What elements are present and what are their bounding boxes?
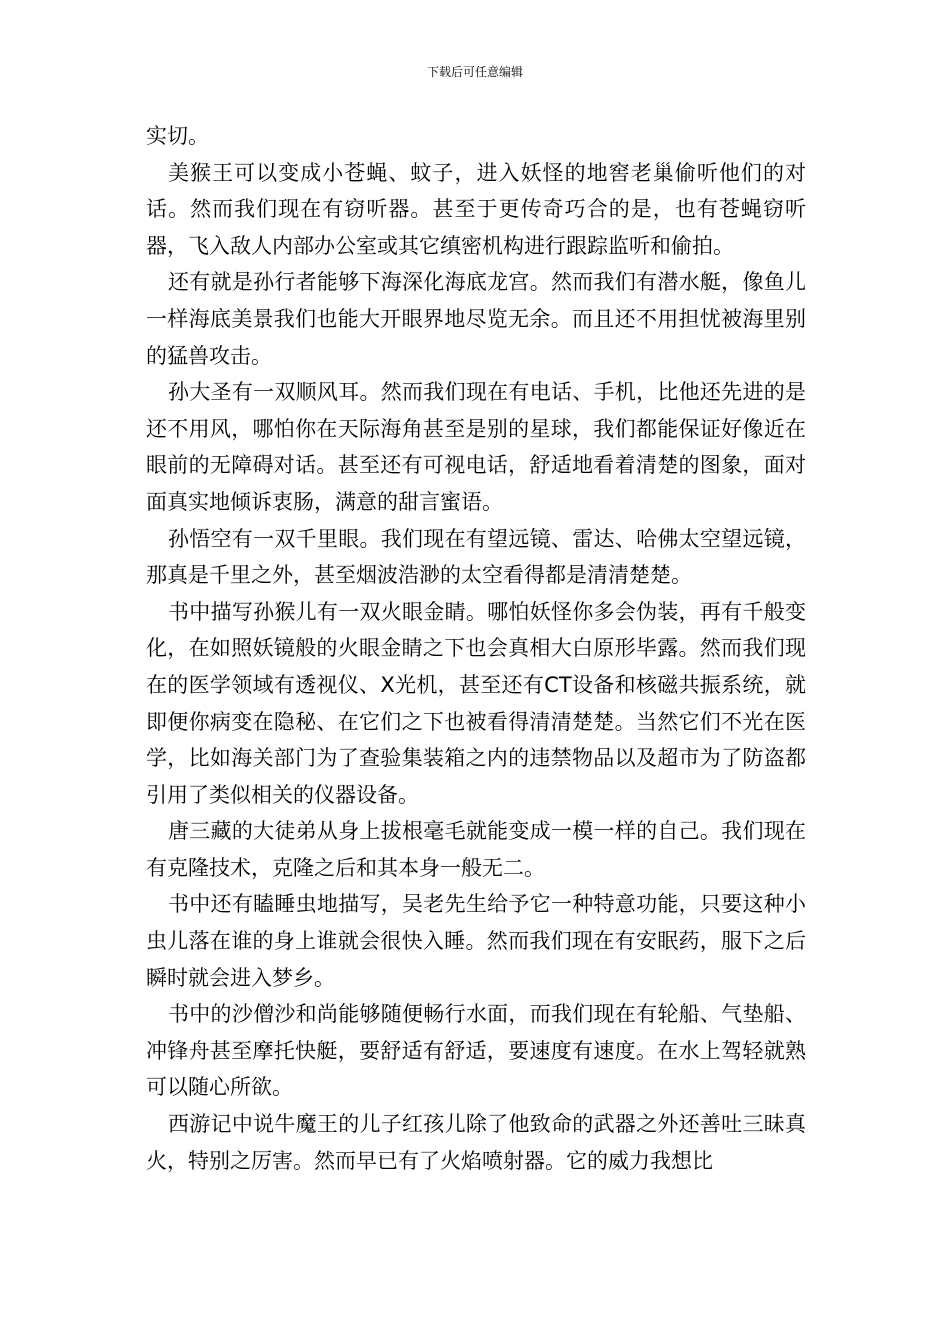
paragraph-9: 书中的沙僧沙和尚能够随便畅行水面，而我们现在有轮船、气垫船、冲锋舟甚至摩托快艇，要舒适有舒适，要速度有速度。在水上驾轻就熟可以随心所欲。 (146, 1002, 806, 1100)
paragraph-3: 还有就是孙行者能够下海深化海底龙宫。然而我们有潜水艇，像鱼儿一样海底美景我们也能大开眼界地尽览无余。而且还不用担忧被海里别的猛兽攻击。 (146, 270, 806, 368)
paragraph-1: 实切。 (146, 124, 209, 148)
body-text (146, 118, 806, 1179)
paragraph-8: 书中还有瞌睡虫地描写，吴老先生给予它一种特意功能，只要这种小虫儿落在谁的身上谁就会很快入睡。然而我们现在有安眠药，服下之后瞬时就会进入梦乡。 (146, 892, 806, 990)
page-header: 下载后可任意编辑 (426, 65, 523, 79)
paragraph-6: 书中描写孙猴儿有一双火眼金睛。哪怕妖怪你多会伪装，再有千般变化，在如照妖镜般的火眼金睛之下也会真相大白原形毕露。然而我们现在的医学领域有透视仪、X光机，甚至还有CT设备和核磁共振系统，就即便你病变在隐秘、在它们之下也被看得清清楚楚。当然它们不光在医学，比如海关部门为了查验集装箱之内的违禁物品以及超市为了防盗都引用了类似相关的仪器设备。 (146, 599, 806, 807)
paragraph-5: 孙悟空有一双千里眼。我们现在有望远镜、雷达、哈佛太空望远镜，那真是千里之外，甚至烟波浩渺的太空看得都是清清楚楚。 (146, 526, 806, 588)
paragraph-7: 唐三藏的大徒弟从身上拔根毫毛就能变成一模一样的自己。我们现在有克隆技术，克隆之后和其本身一般无二。 (146, 819, 806, 880)
paragraph-10: 西游记中说牛魔王的儿子红孩儿除了他致命的武器之外还善吐三昧真火，特别之厉害。然而早已有了火焰喷射器。它的威力我想比 (146, 1112, 806, 1173)
paragraph-4: 孙大圣有一双顺风耳。然而我们现在有电话、手机，比他还先进的是还不用风，哪怕你在天际海角甚至是别的星球，我们都能保证好像近在眼前的无障碍对话。甚至还有可视电话，舒适地看着清楚的图象，面对面真实地倾诉衷肠，满意的甜言蜜语。 (146, 380, 806, 514)
paragraph-2: 美猴王可以变成小苍蝇、蚊子，进入妖怪的地窖老巢偷听他们的对话。然而我们现在有窃听器。甚至于更传奇巧合的是，也有苍蝇窃听器，飞入敌人内部办公室或其它缜密机构进行跟踪监听和偷拍。 (146, 160, 806, 258)
